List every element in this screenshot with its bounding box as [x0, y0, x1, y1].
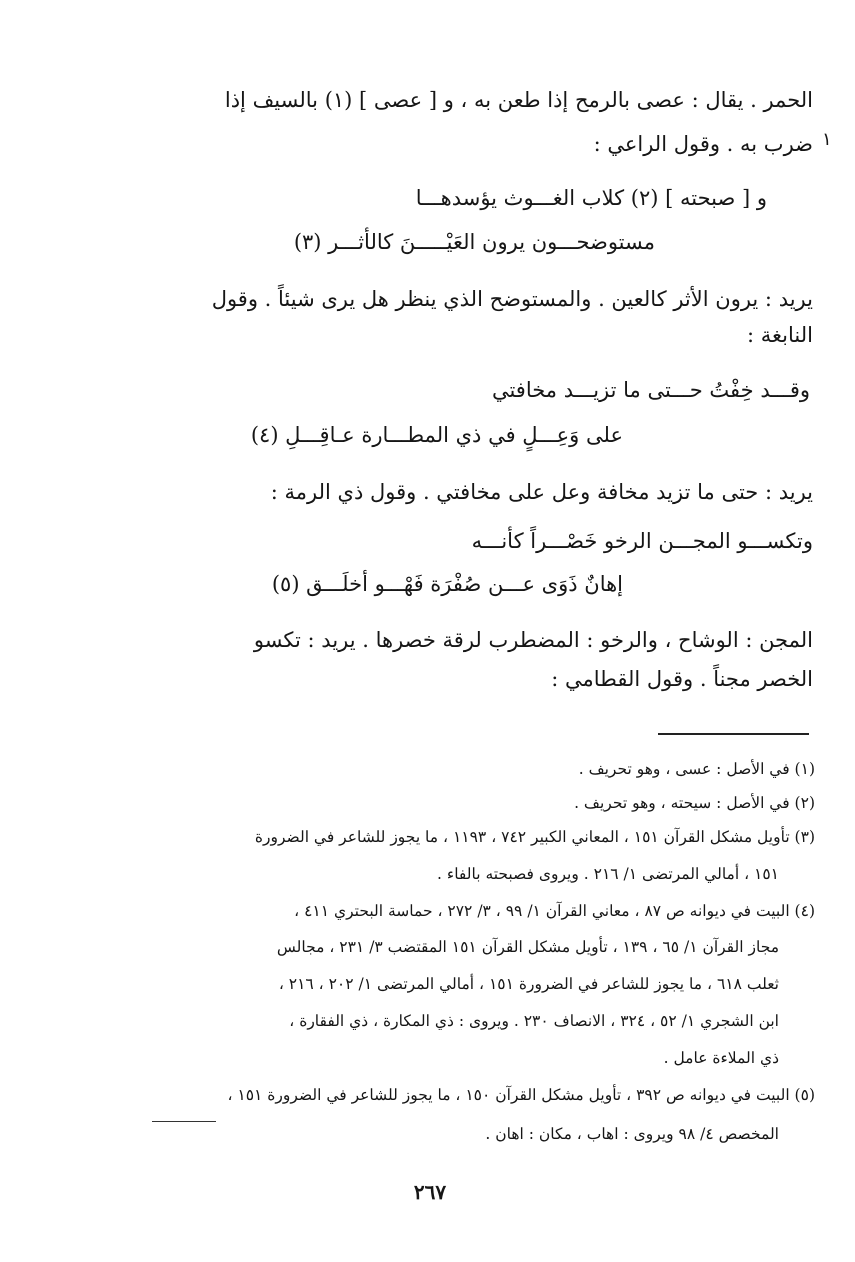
verse-line-4: على وَعِـــلٍ في ذي المطـــارة عـاقِـــلِ (٤)	[250, 423, 623, 447]
verse-line-2: مستوضحـــون يرون العَيْـــــنَ كالأثـــر (٣)	[293, 230, 655, 254]
body-line-1: الحمر . يقال : عصى بالرمح إذا طعن به ، و [ عصى ] (١) بالسيف إذا	[224, 88, 813, 112]
footnote-2: (٢) في الأصل : سيحته ، وهو تحريف .	[574, 794, 815, 812]
footnote-1: (١) في الأصل : عسى ، وهو تحريف .	[578, 760, 815, 778]
footnote-4-cont-1: مجاز القرآن ١/ ٦٥ ، ١٣٩ ، تأويل مشكل القرآن ١٥١ المقتضب ٣/ ٢٣١ ، مجالس	[276, 938, 779, 956]
margin-mark: ١	[822, 129, 832, 150]
body-line-4: النابغة :	[747, 323, 813, 347]
footnote-4-cont-4: ذي الملاءة عامل .	[663, 1049, 779, 1067]
body-line-2: ضرب به . وقول الراعي :	[593, 132, 813, 156]
footnote-3: (٣) تأويل مشكل القرآن ١٥١ ، المعاني الكبير ٧٤٢ ، ١١٩٣ ، ما يجوز للشاعر في الضرورة	[254, 828, 815, 846]
verse-line-1: و [ صبحته ] (٢) كلاب الغـــوث يؤسدهـــا	[415, 186, 767, 210]
footnote-4: (٤) البيت في ديوانه ص ٨٧ ، معاني القرآن ١/ ٩٩ ، ٣/ ٢٧٢ ، حماسة البحتري ٤١١ ،	[294, 902, 815, 920]
body-line-5: يريد : حتى ما تزيد مخافة وعل على مخافتي . وقول ذي الرمة :	[270, 480, 813, 504]
body-line-6: المجن : الوشاح ، والرخو : المضطرب لرقة خصرها . يريد : تكسو	[253, 628, 813, 652]
footnote-5: (٥) البيت في ديوانه ص ٣٩٢ ، تأويل مشكل القرآن ١٥٠ ، ما يجوز للشاعر في الضرورة ١٥١ ،	[227, 1086, 815, 1104]
body-line-3: يريد : يرون الأثر كالعين . والمستوضح الذي ينظر هل يرى شيئاً . وقول	[211, 287, 813, 311]
footnote-4-cont-2: ثعلب ٦١٨ ، ما يجوز للشاعر في الضرورة ١٥١ ، أمالي المرتضى ١/ ٢٠٢ ، ٢١٦ ،	[278, 975, 779, 993]
verse-line-3: وقـــد خِفْتُ حـــتى ما تزيـــد مخافتي	[491, 378, 810, 402]
verse-line-5: وتكســـو المجـــن الرخو خَصْـــراً كأنـــه	[471, 529, 813, 553]
body-line-7: الخصر مجناً . وقول القطامي :	[551, 667, 813, 691]
page-number: ٢٦٧	[413, 1180, 447, 1204]
footnote-4-cont-3: ابن الشجري ١/ ٥٢ ، ٣٢٤ ، الانصاف ٢٣٠ . ويروى : ذي المكارة ، ذي الفقارة ،	[289, 1012, 779, 1030]
verse-line-6: إهانٌ ذَوَى عـــن صُفْرَة فَهْـــو أخلَـــق (٥)	[271, 572, 623, 596]
footnote-3-cont: ١٥١ ، أمالي المرتضى ١/ ٢١٦ . ويروى فصبحته بالفاء .	[437, 865, 779, 883]
footnote-5-cont: المخصص ٤/ ٩٨ ويروى : اهاب ، مكان : اهان .	[485, 1125, 779, 1143]
footnote-divider	[658, 733, 809, 735]
